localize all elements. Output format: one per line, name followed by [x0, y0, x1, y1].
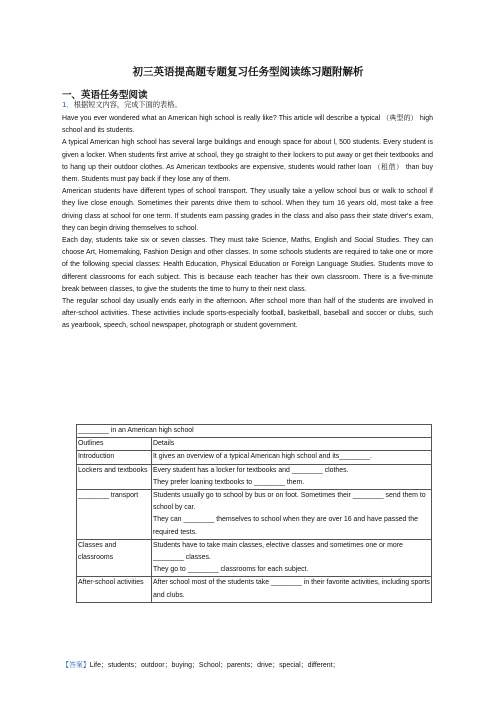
table-row [77, 464, 432, 489]
passage-paragraph: The regular school day usually ends early in the afternoon. After school more than half of the students are involved in after-school activities. These activities include sports-especially football, basketball, baseball and soccer or clubs, such as yearbook, speech, school newspaper, photograph or student government. [62, 298, 433, 330]
section-heading: 一、英语任务型阅读 [62, 90, 148, 101]
detail-line: Students usually go to school by bus or on foot. Sometimes their ________ send them to school by car. [153, 492, 426, 512]
detail-line: Students have to take main classes, elective classes and sometimes one or more ________ classes. [153, 541, 403, 562]
detail-line: Every student has a locker for textbooks and ________ clothes. [153, 466, 349, 474]
question-number: 1． [62, 100, 74, 109]
table-header-outlines: Outlines [77, 438, 152, 451]
table-caption: ________ in an American high school [77, 425, 432, 438]
detail-line: They prefer loaning textbooks to ________ them. [153, 478, 305, 486]
table-row [77, 490, 432, 540]
table-row [77, 577, 432, 602]
answer-text: Life；students；outdoor；buying；School；parents；drive；special；different； [89, 662, 340, 669]
passage-paragraph: Each day, students take six or seven classes. They must take Science, Maths, English and Social Studies. They can choose Art, Homemaking, Fashion Design and other classes. In some schools students are required to take one or more of the following special classes: Health Education, Physical Education or Foreign Language Studies. Students move to different classrooms for each subject. This is because each teacher has their own classroom. There is a five-minute break between classes, to give the students the time to hurry to their next class. [62, 237, 433, 293]
details-cell [152, 451, 432, 464]
table-header-row [77, 438, 432, 451]
table-caption-row [77, 425, 432, 438]
detail-line: It gives an overview of a typical American high school and its________. [153, 453, 373, 461]
answer-label: 【答案】 [62, 661, 90, 669]
details-cell [152, 464, 432, 489]
outline-cell: Classes and classrooms [77, 539, 152, 577]
detail-line: After school most of the students take ________ in their favorite activities, including sports and clubs. [153, 579, 430, 599]
question-instruction [62, 100, 182, 110]
passage-paragraph: Have you ever wondered what an American high school is really like? This article will describe a typical （典型的） high school and its students. [62, 115, 433, 135]
details-cell [152, 577, 432, 602]
instruction-text: 根据短文内容，完成下面的表格。 [73, 100, 182, 109]
outline-table [76, 424, 432, 603]
details-cell [152, 490, 432, 540]
answer-line [62, 659, 442, 672]
passage-paragraph: A typical American high school has several large buildings and enough space for about l, 500 students. Every student is given a locker. When students first arrive at school, they go straight to their lockers to put away or get their textbooks and to hang up their outdoor clothes. As American textbooks are expensive, students would rather loan （租借） than buy them. Students must pay back if they lose any of them. [62, 139, 433, 184]
passage [62, 113, 433, 333]
detail-line: They go to ________ classrooms for each subject. [153, 566, 309, 574]
outline-cell: ________ transport [77, 490, 152, 540]
details-cell [152, 539, 432, 577]
table-row [77, 451, 432, 464]
outline-cell: Introduction [77, 451, 152, 464]
detail-line: They can ________ themselves to school when they are over 16 and have passed the required tests. [153, 516, 418, 536]
outline-cell: After-school activities [77, 577, 152, 602]
table-header-details: Details [152, 438, 432, 451]
outline-cell: Lockers and textbooks [77, 464, 152, 489]
document-title: 初三英语提高题专题复习任务型阅读练习题附解析 [132, 66, 364, 78]
passage-paragraph: American students have different types of school transport. They usually take a yellow school bus or walk to school if they live close enough. Sometimes their parents drive them to school. When they turn 16 years old, most take a free driving class at school for one term. If students earn passing grades in the class and also pass their state driver's exam, they can begin driving themselves to school. [62, 188, 433, 232]
table-row [77, 539, 432, 577]
